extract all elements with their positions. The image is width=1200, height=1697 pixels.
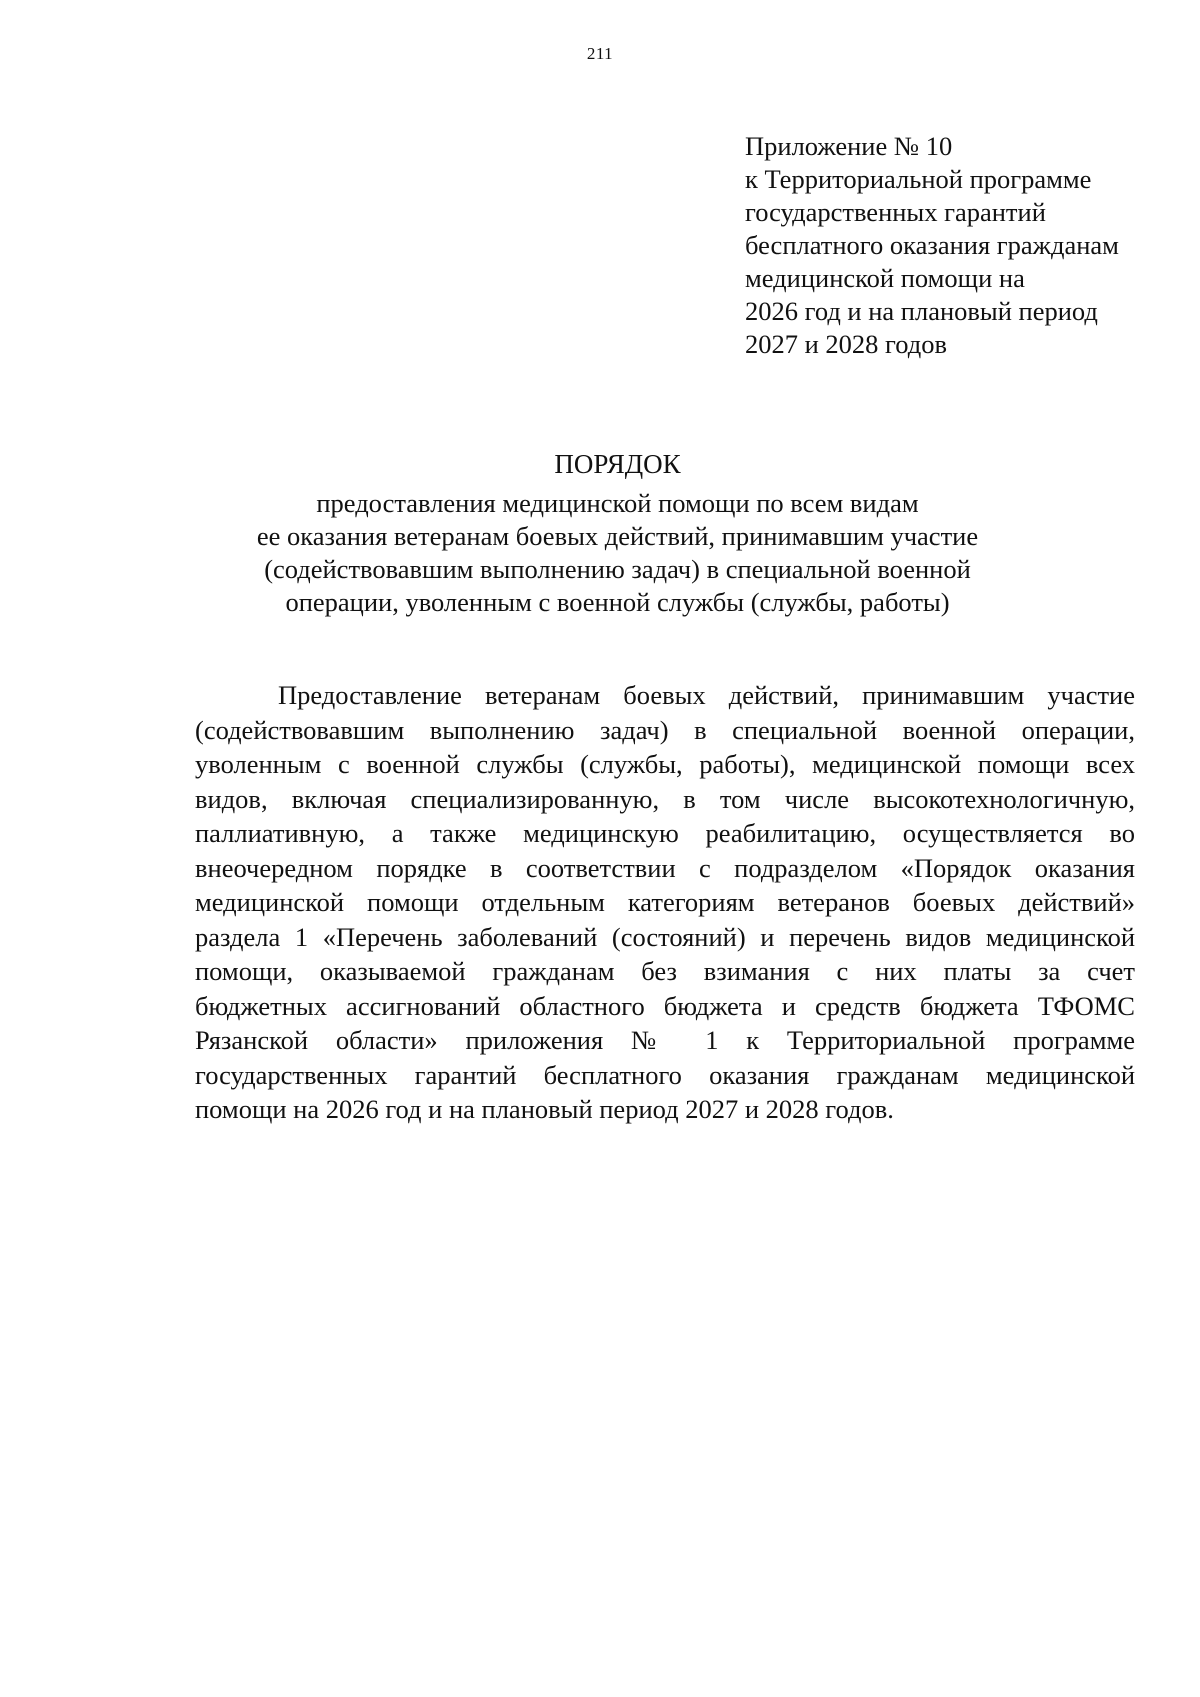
document-subtitle-line: (содействовавшим выполнению задач) в специальной военной <box>264 554 971 584</box>
paragraph-line: помощи, оказываемой гражданам без взимания с них платы за счет <box>195 956 1135 986</box>
paragraph-line: Рязанской области» приложения № 1 к Территориальной программе <box>195 1025 1135 1055</box>
paragraph-line: внеочередном порядке в соответствии с подразделом «Порядок оказания <box>195 852 1135 883</box>
paragraph-line: Предоставление ветеранам боевых действий, принимавшим участие <box>278 680 1135 710</box>
page-number: 211 <box>586 44 614 63</box>
appendix-line: бесплатного оказания гражданам <box>745 230 1119 260</box>
paragraph-line: (содействовавшим выполнению задач) в специальной военной операции, <box>195 714 1135 745</box>
paragraph-line: бюджетных ассигнований областного бюджета и средств бюджета ТФОМС <box>195 990 1135 1021</box>
appendix-reference <box>745 130 1165 361</box>
document-title: ПОРЯДОК <box>554 449 681 479</box>
document-subtitle-line: операции, уволенным с военной службы (службы, работы) <box>285 587 950 617</box>
paragraph-line: уволенным с военной службы (службы, работы), медицинской помощи всех <box>195 749 1135 779</box>
document-subtitle-line: ее оказания ветеранам боевых действий, принимавшим участие <box>256 521 979 551</box>
appendix-line: государственных гарантий <box>745 197 1046 227</box>
paragraph-line: государственных гарантий бесплатного оказания гражданам медицинской <box>195 1059 1135 1090</box>
paragraph-line: паллиативную, а также медицинскую реабилитацию, осуществляется во <box>195 818 1135 848</box>
body-paragraph <box>195 678 1135 1127</box>
appendix-line: 2026 год и на плановый период <box>745 296 1098 326</box>
paragraph-line: видов, включая специализированную, в том числе высокотехнологичную, <box>195 783 1135 814</box>
paragraph-line: раздела 1 «Перечень заболеваний (состояний) и перечень видов медицинской <box>195 921 1135 952</box>
appendix-line: медицинской помощи на <box>745 263 1025 293</box>
appendix-line: Приложение № 10 <box>745 131 953 161</box>
appendix-line: к Территориальной программе <box>745 164 1092 194</box>
document-heading <box>150 448 1085 619</box>
document-subtitle-line: предоставления медицинской помощи по всем видам <box>316 488 919 518</box>
paragraph-line: медицинской помощи отдельным категориям ветеранов боевых действий» <box>195 887 1135 917</box>
appendix-line: 2027 и 2028 годов <box>745 329 947 359</box>
paragraph-line: помощи на 2026 год и на плановый период 2027 и 2028 годов. <box>195 1094 894 1124</box>
